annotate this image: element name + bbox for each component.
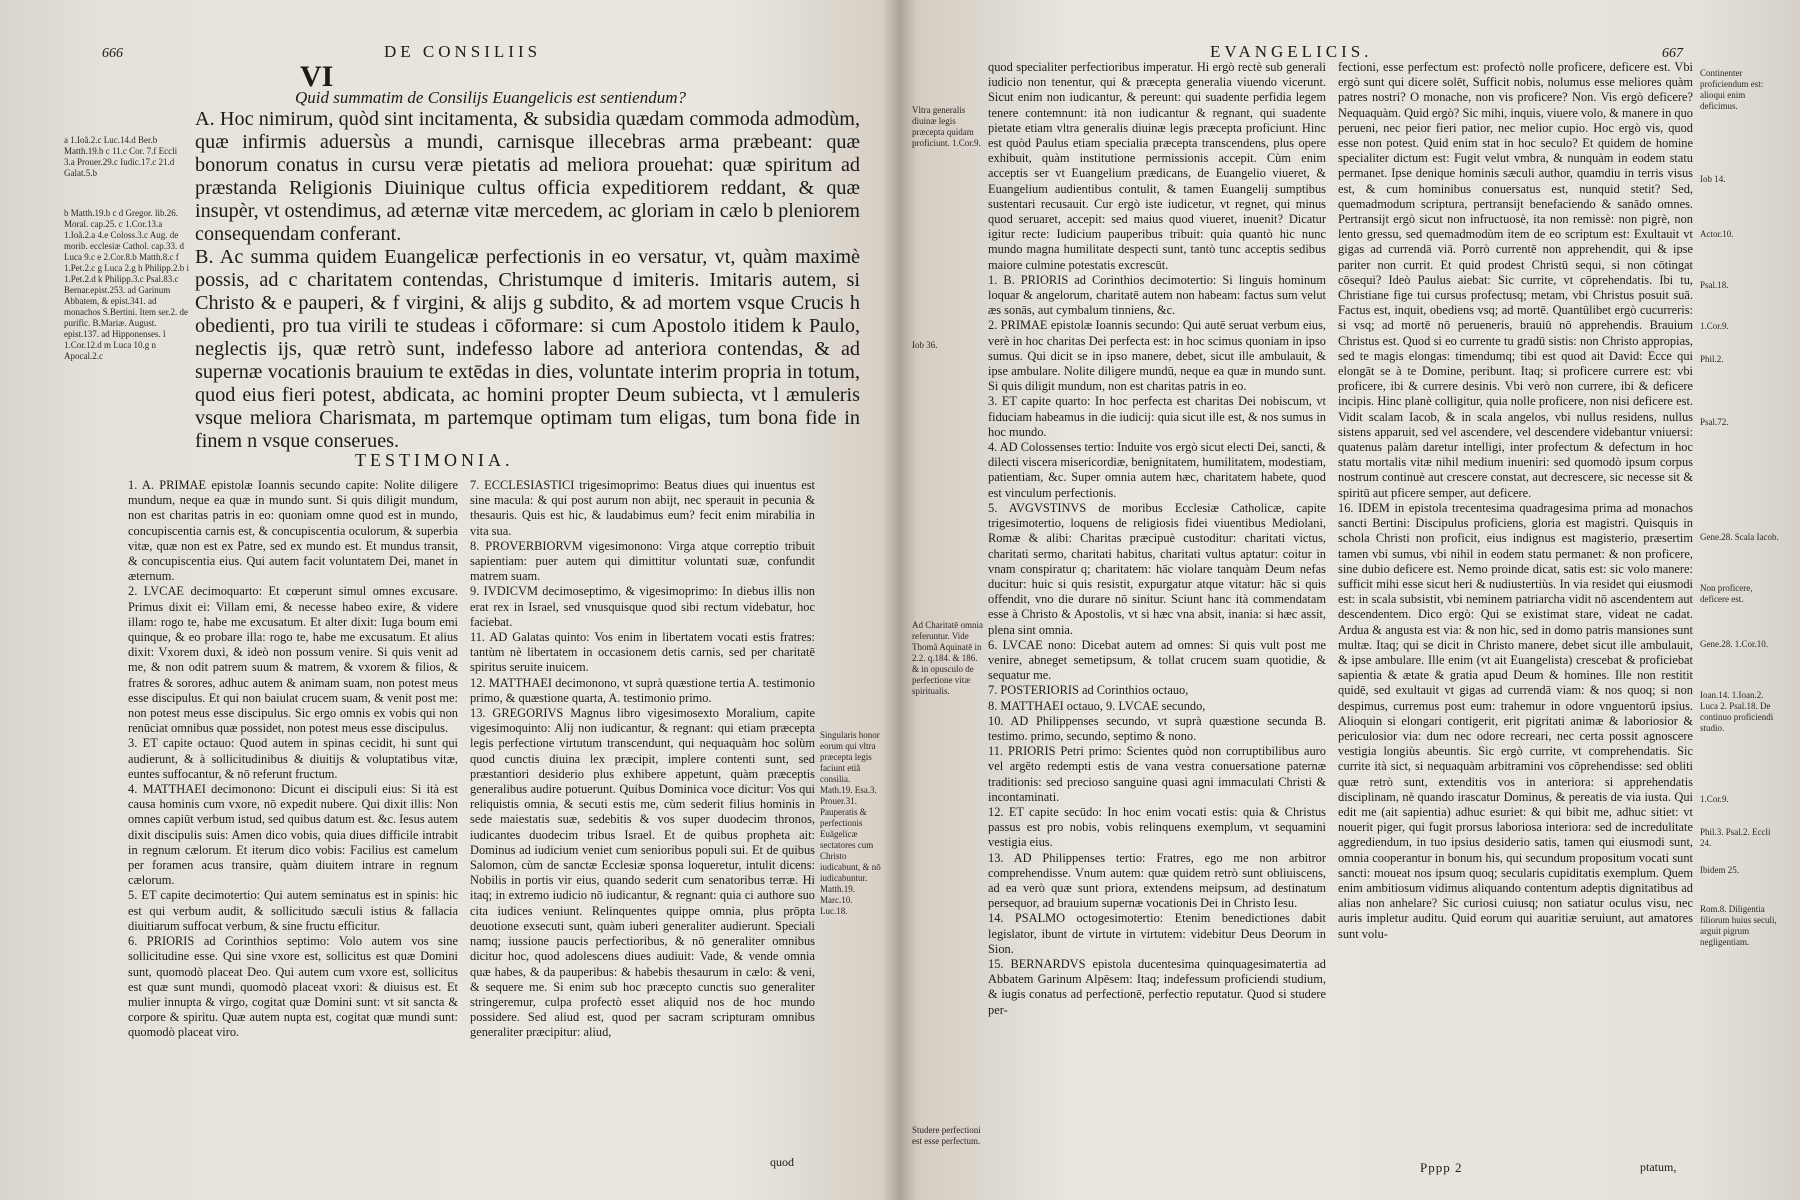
testimony: 16. IDEM in epistola trecentesima quadragesima prima ad monachos sancti Bertini: Discipulus proficiens, gloria est magistri. Quisquis in schola Christi non proficit, eius indignus est magisterio, præsertim tamen vbi sumus, vbi nihil in eodem statu permanet: & non proficere, sine dubio deficere est. Nemo proinde dicat, satis est: sic volo manere: sufficit mihi esse sicut heri & nudiustertiùs. In via residet qui eiusmodi est: in scala subsistit, vbi neminem patriarcha vidit nō ascendentem aut descendentem. Dico ergò: Qui se existimat stare, videat ne cadat. Ardua & angusta est via: & non hic, sed in domo patris mansiones sunt multæ. Itaq; qui se dicit in Christo manere, debet sicut ille ambulauit, & ipse ambulare. Ille enim (vt ait Euangelista) crescebat & proficiebat sapientia & ætate & gratia apud Deum & homines. Ille non restitit quidē, sed exultauit vt gigas ad currendā viam: & nos quoq; si non despimus, curremus post eum: trahemur in odore vnguentorū ipsius. Alioquin si elongari contigerit, erit pigritati animæ & laboriosior & periculosior via: dum nec odore recreari, nec certa possit agnoscere vestigia longiùs abeuntis. Sic ergò currite, vt comprehendatis. Sic currite ità sict, si nequaquàm arbitramini vos cōprehendisse: sed obliti quæ retrò sunt, extenditis vos in anteriora: si apprehendatis disciplinam, nè quando irascatur Dominus, & pereatis de via iusta. Qui edit me (ait sapientia) adhuc esuriet: & qui bibit me, adhuc sitiet: vt nouerit piger, qui fugit prorsus laboriosa interiora: sed de incredulitate aggrediendum, in tuo ipsius desiderio satis, tamen qui eiusmodi sunt, omnia cooperantur in bonum his, qui secundum propositum vocati sunt sancti: moueat nos ipsum quoq; secularis cupiditatis exemplum. Quem enim ambitiosum vidimus aliquando contentum adeptis dignitatibus ad alias non anhelare? Sic curiosi cuiusq; non satiatur oculus visu, nec auris impletur auditu. Quid eorum qui auaritiæ seruiunt, aut amatores sunt volu-: [1338, 500, 1693, 941]
testimony: 7. POSTERIORIS ad Corinthios octauo,: [988, 683, 1189, 698]
page-number-right: 667: [1662, 46, 1683, 61]
margin-note: Ibidem 25.: [1700, 865, 1739, 875]
testimony: 11. AD Galatas quinto: Vos enim in libertatem vocati estis fratres: tantùm nè libertatem in occasionem detis carnis, sed per charitatē spiritus seruite inuicem.: [470, 630, 815, 675]
testimony: 7. ECCLESIASTICI trigesimoprimo: Beatus diues qui inuentus est sine macula: & qui post aurum non abijt, nec sperauit in pecunia & thesauris. Quis est hic, & laudabimus eum? fecit enim mirabilia in vita sua.: [470, 478, 815, 538]
testimony: 5. ET capite decimotertio: Qui autem seminatus est in spinis: hic est qui verbum audit, & sollicitudo sæculi istius & fallacia diuitiarum suffocat verbum, & sine fructu efficitur.: [128, 888, 458, 933]
paragraph-a: A. Hoc nimirum, quòd sint incitamenta, & subsidia quædam commoda admodùm, quæ infirmis aduersùs a mundi, carnisque illecebras arma præbeant: quæ bonorum conatus in cursu veræ pietatis ad meliora prouehat: quæ spiritum ad præstanda Religionis Diuinique cultus officia expeditiorem reddant, & quæ insupèr, vt ostendimus, ad æternæ vitæ mercedem, ac gloriam in cælo b pleniorem consequendam conferant.: [195, 108, 860, 245]
margin-note: Phil.3. Psal.2. Eccli 24.: [1700, 827, 1771, 848]
section-number: VI: [300, 60, 334, 93]
right-page: [900, 0, 1800, 1200]
right-column-1: [988, 60, 1326, 1018]
section-question: Quid summatim de Consilijs Euangelicis est sentiendum?: [295, 88, 686, 107]
testimony: 12. ET capite secūdo: In hoc enim vocati estis: quia & Christus passus est pro nobis, vobis relinquens exemplum, vt sequamini vestigia eius.: [988, 804, 1326, 850]
testimony: fectioni, esse perfectum est: profectò nolle proficere, deficere est. Vbi ergò sunt qui dicere solēt, Sufficit nobis, nolumus esse meliores quàm patres nostri? O monache, non vis proficere? Non. Vis ergò deficere? Nequaquàm. Quid ergò? Sic mihi, inquis, viuere volo, & manere in quo perueni, nec peior fieri patior, nec melior cupio. Hoc ergò vis, quod esse non potest. Quid enim stat in hoc seculo? Et quidem de homine specialiter dictum est: Fugit velut vmbra, & nunquàm in eodem statu permanet. Ipse denique hominis sæculi author, quamdiu in terris visus est, & cum hominibus conuersatus est, nunquid stetit? Sed, quemadmodum scriptura, pertransijt benefaciendo & sanādo omnes. Pertransijt ergò sicut non infructuosè, ita non remissè: non pigrè, non lento gressu, sed quemadmodùm item de eo scriptum est: Exultauit vt gigas ad currendā viā. Porrò currentē non apprehendit, qui & ipse pariter non currit. Et quid prodest Christū sequi, si non cōtingat cōsequi? Ideò Paulus aiebat: Sic currite, vt cōprehendatis. Ibi tu, Christiane fige tui cursus profectusq; metam, vbi Christus posuit suā. Factus est, inquit, obediens vsq; ad mortē. Quantūlibet ergò cucurreris: si vsq; ad mortē nō perueneris, brauiū nō apprehendis. Brauium Christus est. Quod si eo currente tu gradū sistis: non Christo appropias, sed te magis elongas: timendumq; tibi est quod ait David: Ecce qui elongāt se à te Domine, peribunt. Itaq; si proficere currere est: vbi proficere, ibi & currere desinis. Vbi verò non currere, ibi & deficere incipis. Hinc planè colligitur, quia nolle proficere, non nisi deficere est. Vidit scalam Iacob, & in scala angelos, vbi nullus residens, nullus sistens apparuit, sed vel ascendere, vel descendere videbantur vniuersi: quatenus palàm daretur intelligi, inter profectum & defectum in hoc statu mortalis vitæ nihil medium inueniri: sed quomodò ipsum corpus nostrum continuè aut crescere constat, aut decrescere, sic necesse sit & spiritū aut pficere semper, aut deficere.: [1338, 60, 1693, 500]
testimony: 10. AD Philippenses secundo, vt suprà quæstione secunda B. testimo. primo, secundo, septimo & nono.: [988, 713, 1326, 743]
right-column-2: [1338, 60, 1693, 942]
margin-note: 1.Cor.9.: [1700, 794, 1729, 804]
testimony: 3. ET capite octauo: Quod autem in spinas cecidit, hi sunt qui audierunt, & à sollicitudinibus & diuitijs & voluptatibus vitæ, euntes suffocantur, & nō referunt fructum.: [128, 736, 458, 781]
testimony: 13. GREGORIVS Magnus libro vigesimosexto Moralium, capite vigesimoquinto: Alij non iudicantur, & regnant: qui etiam præcepta legis perfectione virtutum transcendunt, qui nequaquàm hoc solùm quod cunctis diuina lex præcipit, implere contenti sunt, sed præstantiori desiderio plus exhibere appetunt, quàm præceptis generalibus audire potuerunt. Quibus Dominica voce dicitur: Vos qui reliquistis omnia, & secuti estis me, cùm sederit filius hominis in sede maiestatis suæ, sedebitis & vos super duodecim thronos, iudicantes duodecim tribus Israel. Et de quibus propheta ait: Dominus ad iudicium veniet cum senioribus populi sui. Et de quibus Salomon, cùm de sanctæ Ecclesiæ sponsa loqueretur, intulit dicens: Nobilis in portis vir eius, quando sederit cum senatoribus terræ. Hi itaq; in extremo iudicio nō iudicantur, & regnant: quia ci authore suo cita iudices veniunt. Relinquentes quippe omnia, plus prōpta deuotione exsecuti sunt, quàm iuberi generaliter audierunt. Speciali namq; iussione paucis perfectioribus, & nō generaliter omnibus dicitur hoc, quod adolescens diues audiuit: Vade, & vende omnia quæ habes, & da pauperibus: & habebis thesaurum in cælo: & veni, & sequere me. Si enim sub hoc præcepto cunctis suo generaliter stringeremur, culpa profectò esset aliquid nos de hoc mundo possidere. Sed aliud est, quod per sacram scripturam omnibus generaliter præcipitur: aliud,: [470, 706, 815, 1040]
right-col2-margin: [1700, 68, 1782, 948]
margin-note: Gene.28. Scala Iacob.: [1700, 532, 1779, 542]
margin-note: Gene.28. 1.Cor.10.: [1700, 639, 1768, 649]
testimony: 4. AD Colossenses tertio: Induite vos ergò sicut electi Dei, sancti, & dilecti viscera misericordiæ, benignitatem, humilitatem, modestiam, patientiam, &c. Super omnia autem hæc, charitatem habete, quod est vinculum perfectionis.: [988, 440, 1326, 500]
margin-notes-top: a 1.Ioã.2.c Luc.14.d Ber.b Matth.19.b c 11.c Cor. 7.f Eccli 3.a Prouer.29.c Iudic.17.c 21.d Galat.5.b: [64, 135, 178, 178]
signature-mark: Pppp 2: [1420, 1160, 1463, 1175]
testimony: 3. ET capite quarto: In hoc perfecta est charitas Dei nobiscum, vt fiduciam habeamus in die iudicij: quia sicut ille est, & nos sumus in hoc mundo.: [988, 394, 1326, 439]
testimony: 6. PRIORIS ad Corinthios septimo: Volo autem vos sine sollicitudine esse. Qui sine vxore est, sollicitus est quæ Domini sunt, quomodò placeat Deo. Qui autem cum vxore est, sollicitus est quæ sunt mundi, quomodò placeat vxori: & diuisus est. Et mulier innupta & virgo, cogitat quæ Domini sunt: vt sit sancta & corpore & spiritu. Quæ autem nupta est, cogitat quæ mundi sunt: quomodò placeat viro.: [128, 934, 458, 1040]
testimony: quod specialiter perfectioribus imperatur. Hi ergò rectè sub generali iudicio non tenentur, qui & præcepta generalia viuendo vicerunt. Sicut enim non iudicantur, & pereunt: qui suadente perfidia legem tenere contemnunt: ità non iudicantur & regnant, qui suadente pietate etiam vltra generalis diuinæ legis præcepta proficiunt. Hinc est quòd Paulus etiam specialia præcepta transcendens, plus opere exhibuit, quàm institutione permissionis accepit. Cùm enim acceptis ser vt Euangelium prædicans, de Euangelio viueret, & Euangelium audientibus contulit, & tamen Euangelij sumptibus sustentari recusauit. Cur ergò iste iudicetur, vt regnet, qui minus quod seruaret, accepit: sed maius quod viueret, inuenit? Dicatur igitur recte: Iudicium pauperibus tribuit: quia quantò hic nunc mundo magna humilitate despecti sunt, tantò tunc acceptis sedibus maiore culmine potestatis excrescūt.: [988, 60, 1326, 272]
testimonia-heading: TESTIMONIA.: [355, 450, 514, 470]
testimony: 15. BERNARDVS epistola ducentesima quinquagesimatertia ad Abbatem Garinum Alpēsem: Itaq; indefessum proficiendi studium, & iugis conatus ad perfectionē, perfectio reputatur. Quod si studere per-: [988, 956, 1326, 1017]
margin-note: Continenter proficiendum est: alioqui enim deficimus.: [1700, 68, 1764, 111]
catchword-left: quod: [770, 1155, 794, 1169]
right-col1-margin-charity: Ad Charitatē omnia referuntur. Vide Thomã Aquinatē in 2.2. q.184. & 186. & in opusculo de perfectione vitæ spiritualis.: [912, 620, 983, 696]
margin-note: Psal.18.: [1700, 280, 1729, 290]
testimony: 9. IVDICVM decimoseptimo, & vigesimoprimo: In diebus illis non erat rex in Israel, sed vnusquisque quod sibi rectum videbatur, hoc faciebat.: [470, 584, 815, 629]
testimony: 2. PRIMAE epistolæ Ioannis secundo: Qui autē seruat verbum eius, verè in hoc charitas Dei perfecta est: in hoc scimus quoniam in ipso sumus. Qui dicit se in ipso manere, debet, sicut ille ambulauit, & ipse ambulare. Nolite diligere mundū, neque ea quæ in mundo sunt. Si quis diligit mundum, non est charitas patris in eo.: [988, 318, 1326, 394]
testimony: 11. PRIORIS Petri primo: Scientes quòd non corruptibilibus auro vel argēto redempti estis de vana vestra conuersatione paternæ traditionis: sed precioso sanguine quasi agni immaculati Christi & incontaminati.: [988, 744, 1326, 804]
testimony: 6. LVCAE nono: Dicebat autem ad omnes: Si quis vult post me venire, abneget semetipsum, & tollat crucem suam quotidie, & sequatur me.: [988, 637, 1326, 683]
testimony: 1. A. PRIMAE epistolæ Ioannis secundo capite: Nolite diligere mundum, neque ea quæ in mundo sunt. Si quis diligit mundum, non est charitas patris in eo: quoniam omne quod est in mundo, concupiscentia carnis est, & concupiscentia oculorum, & superbia vitæ, quæ non est ex Patre, sed ex mundo est. Et mundus transit, & concupiscentia eius. Qui autem facit voluntatem Dei, manet in æternum.: [128, 478, 458, 584]
testimony: 1. B. PRIORIS ad Corinthios decimotertio: Si linguis hominum loquar & angelorum, charitatē autem non habeam: factus sum velut æs sonās, aut cymbalum tinniens, &c.: [988, 272, 1326, 318]
right-col1-margin-job: Iob 36.: [912, 340, 938, 350]
testimony: 13. AD Philippenses tertio: Fratres, ego me non arbitror comprehendisse. Vnum autem: quæ quidem retrò sunt obliuiscens, ad ea verò quæ sunt priora, extendens meipsum, ad destinatum persequor, ad brauium supernæ vocationis Dei in Christo Iesu.: [988, 850, 1326, 911]
testimony: 4. MATTHAEI decimonono: Dicunt ei discipuli eius: Si ità est causa hominis cum vxore, nō expedit nubere. Qui dixit illis: Non omnes capiūt verbum istud, sed quibus datum est. &c. Iesus autem dixit discipulis suis: Amen dico vobis, quia diues difficile intrabit in regnum cælorum. Et iterum dico vobis: Facilius est camelum per foramen acus transire, quàm diuitem intrare in regnum cælorum.: [128, 782, 459, 888]
margin-note: Actor.10.: [1700, 229, 1734, 239]
testimony: 2. LVCAE decimoquarto: Et cœperunt simul omnes excusare. Primus dixit ei: Villam emi, & necesse habeo exire, & videre illam: rogo te, habe me excusatum. Et alter dixit: Iuga boum emi quinque, & eo probare illa: rogo te, habe me excusatum. Et alius dixit: Vxorem duxi, & ideò non possum venire. Si quis venit ad me, & non odit patrem suum & matrem, & vxorem & filios, & fratres & sorores, adhuc autem & animam suam, non potest meus esse discipulus. Et qui non baiulat crucem suam, & venit post me: non potest meus esse discipulus. Sic ergo omnis ex vobis qui non renūciat omnibus quæ possidet, non potest meus esse discipulus.: [128, 584, 458, 736]
margin-notes-mid: b Matth.19.b c d Gregor. lib.26. Moral. cap.25. c 1.Cor.13.a 1.Ioã.2.a 4.e Coloss.3.c Aug. de morib. ecclesiæ Cathol. cap.33. d Luca 9.c e 2.Cor.8.b Matth.8.c f 1.Pet.2.c g Luca 2.g h Philipp.2.b i 1.Pet.2.d k Philipp.3.c Psal.83.c Bernar.epist.253. ad Garinum Abbatem, & epist.341. ad monachos S.Bertini. Item ser.2. de purific. B.Mariæ. August. epist.137. ad Hipponenses. l 1.Cor.12.d m Luca 10.g n Apocal.2.c: [64, 208, 189, 361]
left-column-2-margin: Singularis honor eorum qui vltra præcepta legis faciunt etiã consilia. Math.19. Esa.3. Prouer.31. Pauperatis & perfectionis Euãgelicæ sectatores cum Christo iudicabunt, & nō iudicabuntur. Matth.19. Marc.10. Luc.18.: [820, 730, 881, 916]
testimony: 12. MATTHAEI decimonono, vt suprà quæstione tertia A. testimonio primo, & quæstione quarta, A. testimonio primo.: [470, 675, 815, 705]
right-col1-margin-bottom: Studere perfectioni est esse perfectum.: [912, 1125, 981, 1146]
testimony: 14. PSALMO octogesimotertio: Etenim benedictiones dabit legislator, ibunt de virtute in virtutem: videbitur Deus Deorum in Sion.: [988, 911, 1326, 956]
margin-note: Phil.2.: [1700, 354, 1724, 364]
testimony: 8. MATTHAEI octauo, 9. LVCAE secundo,: [988, 698, 1206, 713]
page-number-left: 666: [102, 46, 123, 61]
left-column-1: [128, 478, 458, 1041]
main-text-left: [195, 108, 860, 453]
margin-note: Rom.8. Diligentia filiorum huius seculi, arguit pigrum negligentiam.: [1700, 904, 1777, 947]
left-column-2: [470, 478, 815, 1041]
margin-note: Psal.72.: [1700, 417, 1729, 427]
testimony: 5. AVGVSTINVS de moribus Ecclesiæ Catholicæ, capite trigesimotertio, loquens de religiosis fidei viuentibus Mediolani, Romæ & alibi: Charitas præcipuè custoditur: charitati victus, charitati sermo, charitati habitus, charitati vultus aptatur: coitur in vnam conspiratur q; charitatem: hāc violare tanquàm Deum nefas ducitur: huic si quis resistit, expurgatur atque vitatur: hāc si quis offendit, vno die durare nō sinitur. Sciunt hanc ità commendatam esse à Christo & Apostolis, vt si hæc vna absit, inania: si hæc assit, plena sint omnia.: [988, 500, 1326, 637]
margin-note: Non proficere, deficere est.: [1700, 583, 1753, 604]
right-col1-margin-top: Vltra generalis diuinæ legis præcepta quidam proficiunt. 1.Cor.9.: [912, 105, 981, 148]
margin-note: Iob 14.: [1700, 174, 1726, 184]
left-page: [0, 0, 890, 1200]
catchword-right: ptatum,: [1640, 1160, 1677, 1174]
paragraph-b: B. Ac summa quidem Euangelicæ perfectionis in eo versatur, vt, quàm maximè possis, ad c charitatem contendas, Christumque d imiteris. Imitaris autem, si Christo & e pauperi, & f virgini, & alijs g subdito, & ad mortem vsque Crucis h obedienti, pro tua virili te studeas i cōformare: si cum Apostolo itidem k Paulo, neglectis ijs, quæ retrò sunt, indefesso labore ad anteriora contendas, & ad supernæ vocationis brauium te extēdas in dies, voluntate interim propria in totum, quod eius fieri potest, abdicata, ac homini propter Deum subiecta, vt l æmuleris vsque meliora Charismata, m partemque optimam tum eligas, tum bona fide in finem n vsque conserues.: [195, 246, 860, 452]
margin-note: 1.Cor.9.: [1700, 321, 1729, 331]
running-head-right: EVANGELICIS.: [1210, 42, 1373, 61]
margin-note: Ioan.14. 1.Ioan.2. Luca 2. Psal.18. De continuo proficiendi studio.: [1700, 690, 1774, 733]
testimony: 8. PROVERBIORVM vigesimonono: Virga atque correptio tribuit sapientiam: puer autem qui dimittitur voluntati suæ, confundit matrem suam.: [470, 538, 815, 584]
running-head-left: DE CONSILIIS: [384, 42, 542, 61]
